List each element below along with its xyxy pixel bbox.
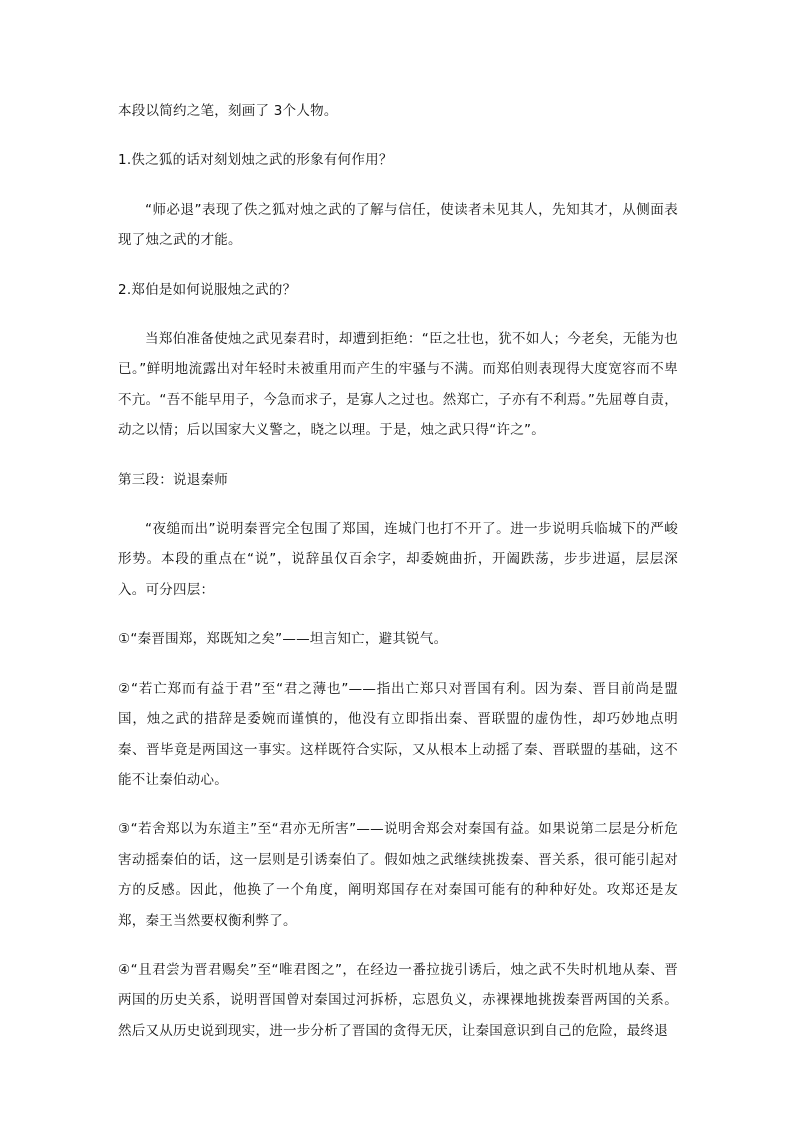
layer-1: ①“秦晋围郑，郑既知之矣”——坦言知亡，避其锐气。 (118, 631, 448, 648)
question-1: 1.佚之狐的话对刻划烛之武的形象有何作用？ (118, 152, 393, 169)
layer-3: ③“若舍郑以为东道主”至“君亦无所害”——说明舍郑会对秦国有益。如果说第二层是分析危害动摇秦伯的话，这一层则是引诱秦伯了。假如烛之武继续挑拨秦、晋关系，很可能引起对方的反感。因此，他换了一个角度，阐明郑国存在对秦国可能有的种种好处。攻郑还是友郑，秦王当然要权衡利弊了。 (118, 821, 678, 929)
section-3-intro: “夜缒而出”说明秦晋完全包围了郑国，连城门也打不开了。进一步说明兵临城下的严峻形势。本段的重点在“说”，说辞虽仅百余字，却委婉曲折，开阖跌荡，步步进逼，层层深入。可分四层： (118, 521, 678, 598)
answer-2: 当郑伯准备使烛之武见秦君时，却遭到拒绝：“臣之壮也，犹不如人；今老矣，无能为也已。”鲜明地流露出对年轻时未被重用而产生的牢骚与不满。而郑伯则表现得大度宽容而不卑不亢。“吾不能早用子，今急而求子，是寡人之过也。然郑亡，子亦有不利焉。”先屈尊自责，动之以情；后以国家大义警之，晓之以理。于是，烛之武只得“许之”。 (118, 331, 678, 439)
paragraph-intro: 本段以简约之笔，刻画了 3个人物。 (118, 103, 338, 119)
section-heading-3: 第三段：说退秦师 (118, 471, 228, 488)
document-page (118, 96, 678, 1065)
question-2: 2.郑伯是如何说服烛之武的？ (118, 281, 297, 298)
layer-2: ②“若亡郑而有益于君”至“君之薄也”——指出亡郑只对晋国有利。因为秦、晋目前尚是盟国，烛之武的措辞是委婉而谨慎的，他没有立即指出秦、晋联盟的虚伪性，却巧妙地点明秦、晋毕竟是两国这一事实。这样既符合实际，又从根本上动摇了秦、晋联盟的基础，这不能不让秦伯动心。 (118, 680, 678, 788)
layer-4: ④“且君尝为晋君赐矣”至“唯君图之”，在经边一番拉拢引诱后，烛之武不失时机地从秦、晋两国的历史关系，说明晋国曾对秦国过河拆桥，忘恩负义，赤裸裸地挑拨秦晋两国的关系。然后又从历史说到现实，进一步分析了晋国的贪得无厌，让秦国意识到自己的危险，最终退 (118, 961, 678, 1039)
answer-1: “师必退”表现了佚之狐对烛之武的了解与信任，使读者未见其人，先知其才，从侧面表现了烛之武的才能。 (118, 201, 678, 249)
